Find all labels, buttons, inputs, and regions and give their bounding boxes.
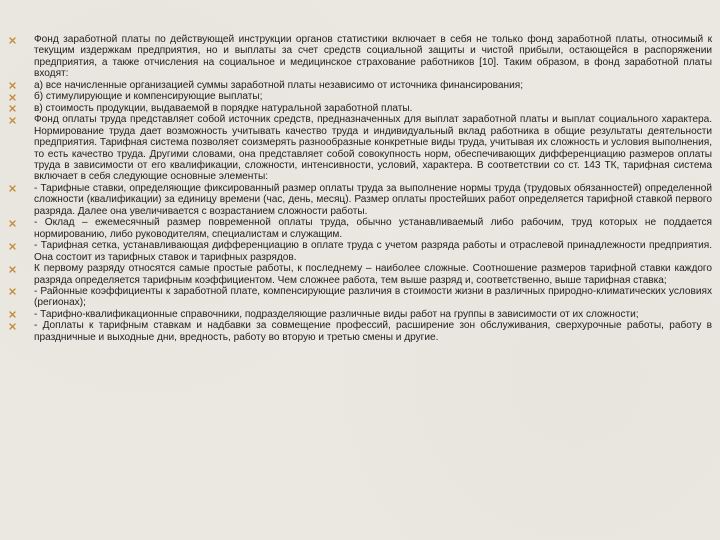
- bullet-item: [22, 80, 712, 91]
- bullet-item: [22, 34, 712, 80]
- bullet-item: [22, 114, 712, 183]
- bullet-text: Фонд оплаты труда представляет собой источник средств, предназначенных для выплат заработной платы и выплат социального характера. Нормирование труда дает возможность учитывать качество труда и индивидуальный вклад работника в общие результаты деятельности предприятия. Тарифная система позволяет соизмерять разнообразные конкретные виды труда, учитывая их сложность и условия выполнения, то есть качество труда. Другими словами, она представляет собой совокупность норм, обеспечивающих дифференциацию размеров оплаты труда в зависимости от его квалификации, сложности, интенсивности, условий, характера. В соответствии со ст. 143 ТК, тарифная система включает в себя следующие основные элементы:: [34, 114, 712, 183]
- bullet-text: - Оклад – ежемесячный размер повременной оплаты труда, обычно устанавливаемый либо рабочим, труд которых не поддается нормированию, либо руководителям, специалистам и служащим.: [34, 217, 712, 240]
- bullet-list: [22, 34, 712, 343]
- bullet-text: - Тарифно-квалификационные справочники, подразделяющие различные виды работ на группы в зависимости от их сложности;: [34, 308, 639, 320]
- bullet-text: б) стимулирующие и компенсирующие выплаты;: [34, 91, 263, 103]
- x-bullet-icon: [9, 105, 16, 112]
- x-bullet-icon: [9, 94, 16, 101]
- x-bullet-icon: [9, 37, 16, 44]
- bullet-text: - Тарифные ставки, определяющие фиксированный размер оплаты труда за выполнение нормы труда (трудовых обязанностей) определенной сложности (квалификации) за единицу времени (час, день, месяц). Размер оплаты простейших работ определяется тарифной ставкой первого разряда. Далее она увеличивается с возрастанием сложности работы.: [34, 182, 712, 217]
- x-bullet-icon: [9, 185, 16, 192]
- bullet-item: [22, 263, 712, 286]
- bullet-text: - Тарифная сетка, устанавливающая дифференциацию в оплате труда с учетом разряда работы и отраслевой принадлежности предприятия. Она состоит из тарифных ставок и тарифных разрядов.: [34, 240, 712, 263]
- bullet-text: Фонд заработной платы по действующей инструкции органов статистики включает в себя не только фонд заработной платы, относимый к текущим издержкам предприятия, но и выплаты за счет средств социальной защиты и чистой прибыли, остающейся в распоряжении предприятия, а также отчисления на социальное и медицинское страхование работников [10]. Таким образом, в фонд заработной платы входят:: [34, 34, 712, 80]
- x-bullet-icon: [9, 266, 16, 273]
- bullet-item: [22, 309, 712, 320]
- bullet-text: в) стоимость продукции, выдаваемой в порядке натуральной заработной платы.: [34, 102, 413, 114]
- bullet-text: - Доплаты к тарифным ставкам и надбавки за совмещение профессий, расширение зон обслуживания, сверхурочные работы, работу в праздничные и выходные дни, вредность, работу во вторую и третью смены и другие.: [34, 320, 712, 343]
- bullet-text: - Районные коэффициенты к заработной плате, компенсирующие различия в стоимости жизни в различных природно-климатических условиях (регионах);: [34, 285, 712, 309]
- bullet-text: К первому разряду относятся самые простые работы, к последнему – наиболее сложные. Соотношение размеров тарифной ставки каждого разряда определяется тарифным коэффициентом. Чем сложнее работа, тем выше разряд и, соответственно, выше тарифная ставка;: [34, 263, 712, 286]
- x-bullet-icon: [9, 311, 16, 318]
- bullet-item: [22, 286, 712, 309]
- x-bullet-icon: [9, 220, 16, 227]
- bullet-text: а) все начисленные организацией суммы заработной платы независимо от источника финансирования;: [34, 79, 523, 91]
- x-bullet-icon: [9, 243, 16, 250]
- bullet-item: [22, 217, 712, 240]
- bullet-item: [22, 183, 712, 217]
- bullet-item: [22, 91, 712, 102]
- bullet-item: [22, 320, 712, 343]
- bullet-item: [22, 103, 712, 114]
- x-bullet-icon: [9, 117, 16, 124]
- x-bullet-icon: [9, 82, 16, 89]
- x-bullet-icon: [9, 323, 16, 330]
- bullet-item: [22, 240, 712, 263]
- x-bullet-icon: [9, 288, 16, 295]
